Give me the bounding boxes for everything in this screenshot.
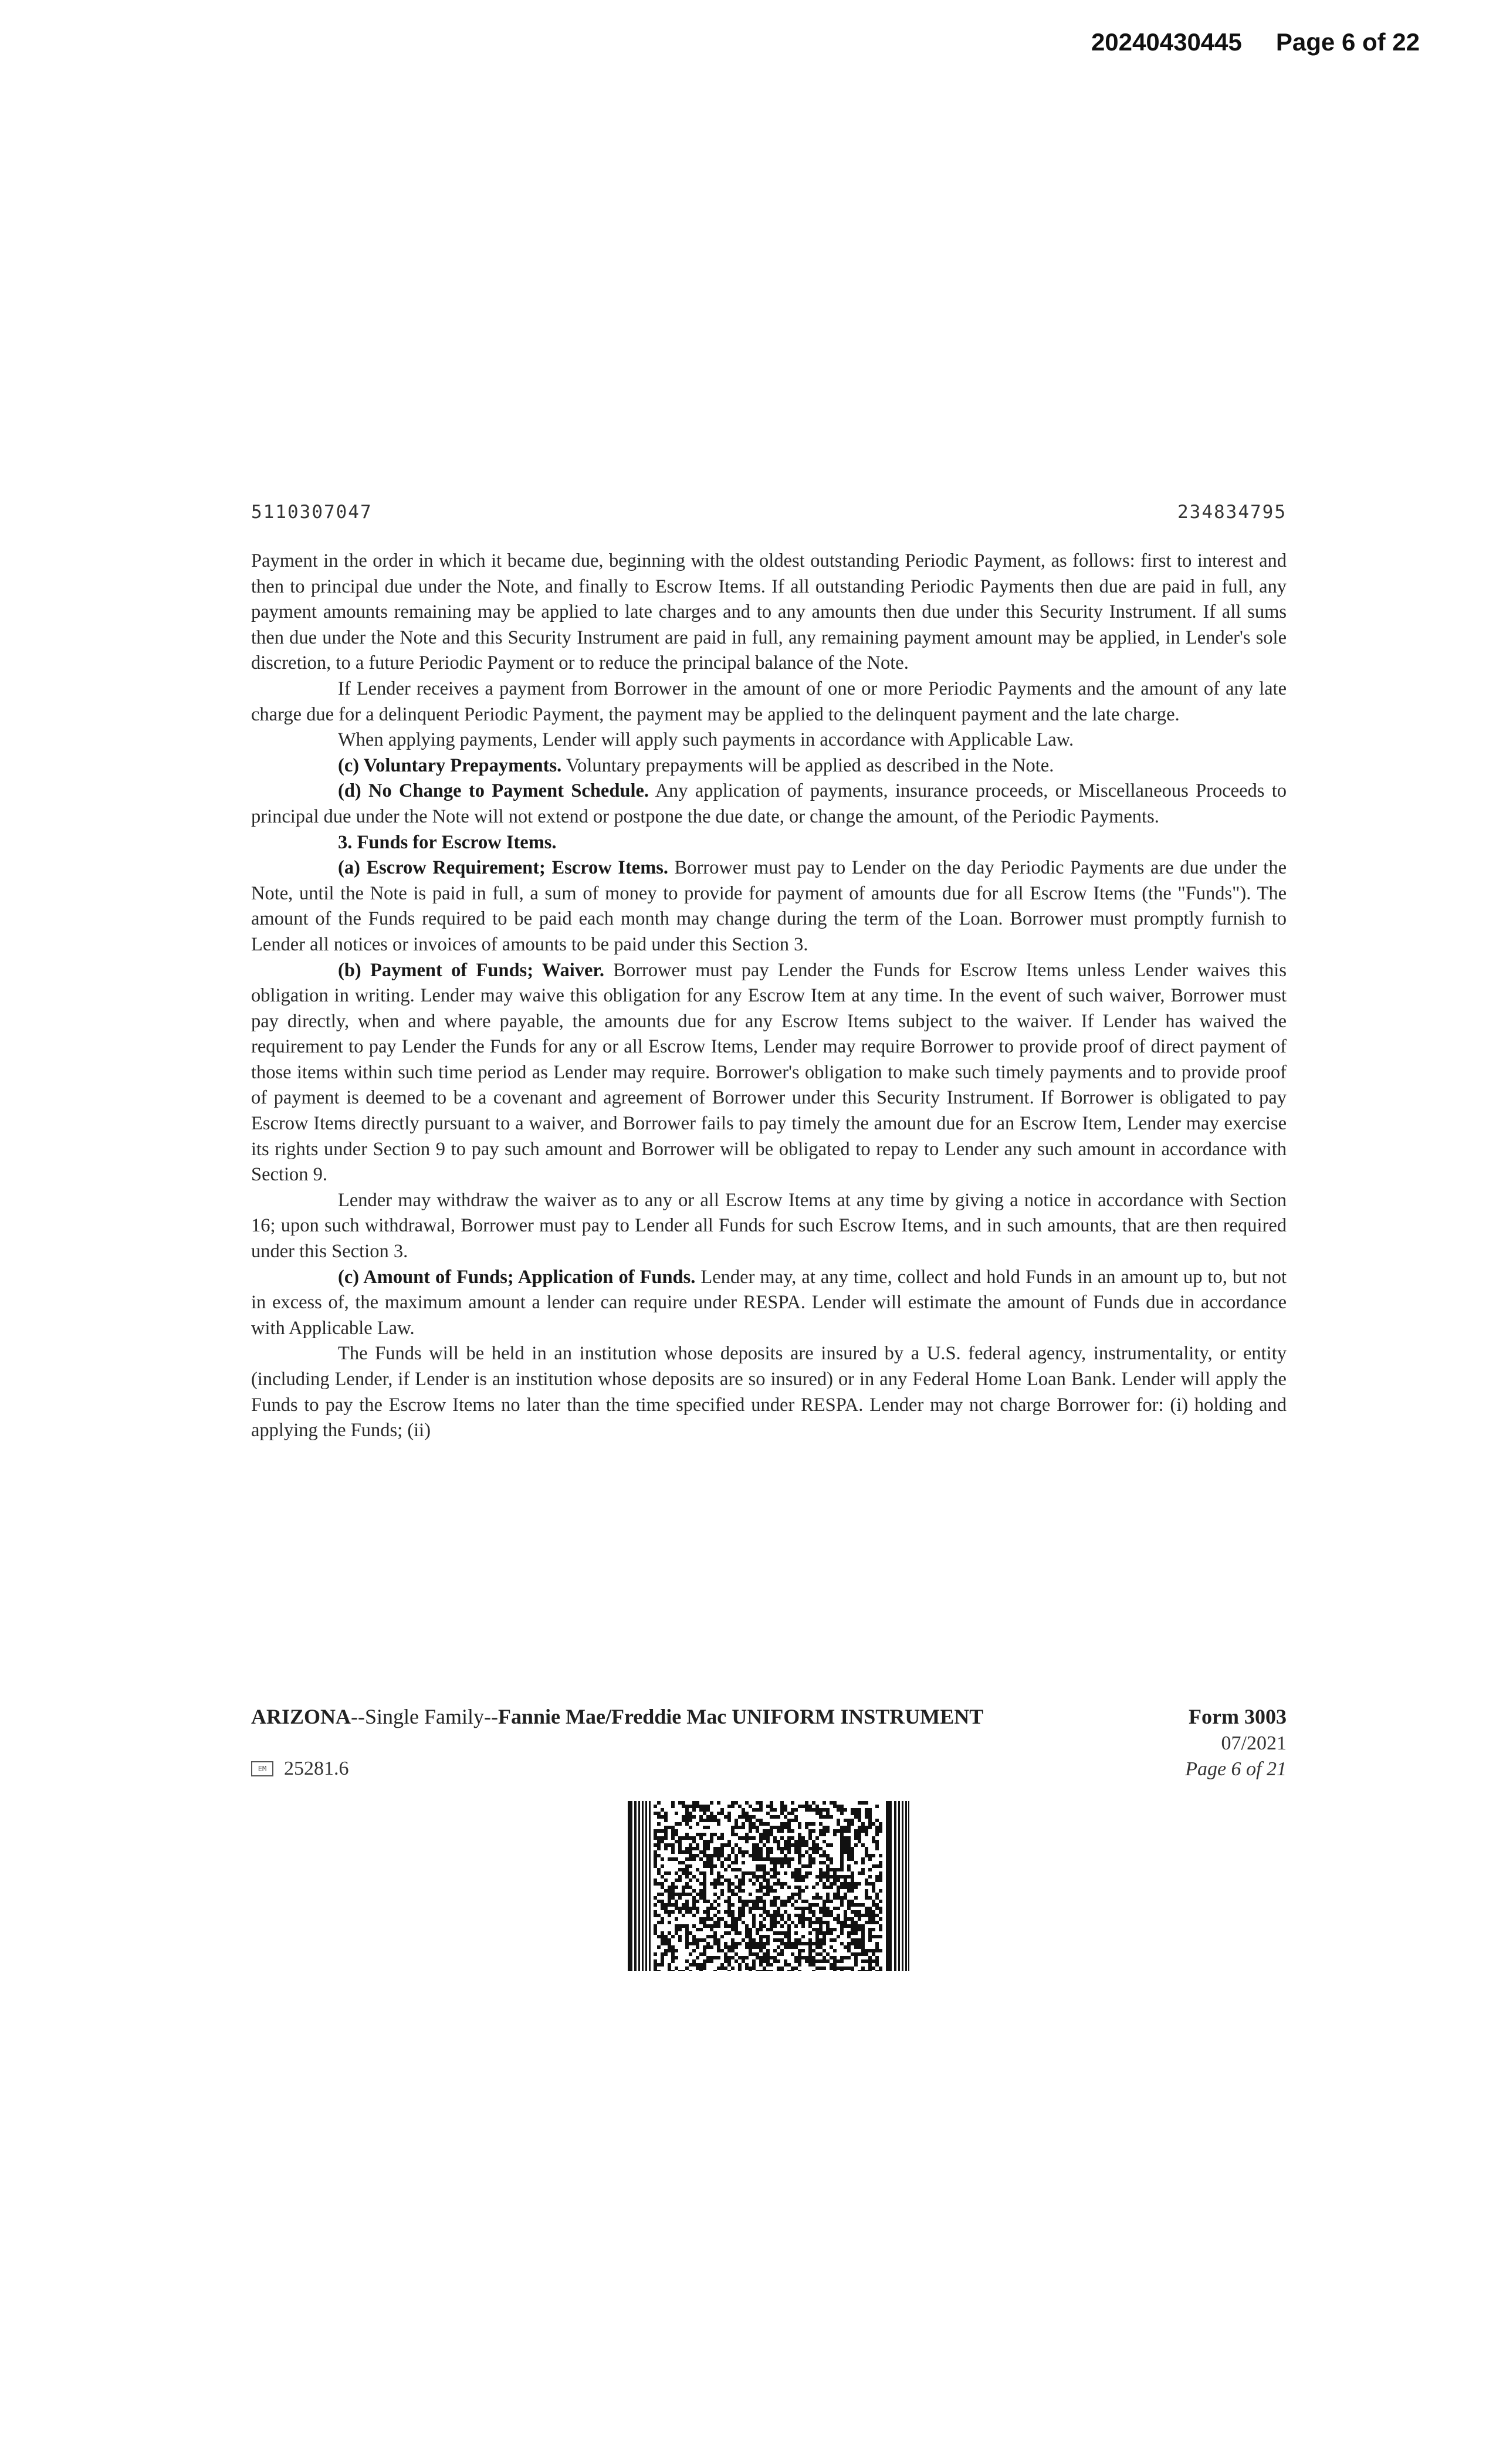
section-voluntary-prepayments [251,753,1287,779]
paragraph-late-charge: If Lender receives a payment from Borrower in the amount of one or more Periodic Payments and the amount of any late charge due for a delinquent Periodic Payment, the payment may be applied to the delinquent payment and the late charge. [251,678,1287,725]
section-3-heading-row [251,830,1287,856]
heading-voluntary-prepayments: (c) Voluntary Prepayments. [338,754,562,776]
instrument-title [251,1704,983,1729]
document-body [251,549,1287,1444]
heading-funds-escrow: 3. Funds for Escrow Items. [338,831,557,853]
text-escrow-requirement: Borrower must pay to Lender on the day Periodic Payments are due under the Note, until the Note is paid in full, a sum of money to provide for payment of amounts due for all Escrow Items (the "Funds"). The amount of the Funds required to be paid each month may change during the term of the Loan. Borrower must promptly furnish to Lender all notices or invoices of amounts to be paid under this Section 3. [251,857,1287,955]
heading-no-change-schedule: (d) No Change to Payment Schedule. [338,780,649,802]
page-counter: Page 6 of 22 [1275,28,1420,56]
heading-escrow-requirement: (a) Escrow Requirement; Escrow Items. [338,857,669,879]
paragraph-applicable-law: When applying payments, Lender will apply such payments in accordance with Applicable Law. [338,729,1074,751]
form-info [1185,1731,1287,1782]
footer-instrument-line [251,1704,1287,1729]
loan-id-left: 5110307047 [251,502,373,523]
form-page: Page 6 of 21 [1185,1758,1287,1780]
section-no-change-schedule [251,779,1287,830]
doc-code-row [251,1758,349,1780]
ellie-mae-logo-icon: EM [251,1761,273,1776]
section-payment-of-funds [251,958,1287,1188]
doc-code: 25281.6 [284,1758,349,1779]
state-name: ARIZONA [251,1705,351,1728]
text-amount-of-funds: Lender may, at any time, collect and hold Funds in an amount up to, but not in excess of, the maximum amount a lender can require under RESPA. Lender will estimate the amount of Funds due in accordance with Applicable Law. [251,1266,1287,1339]
text-payment-of-funds: Borrower must pay Lender the Funds for Escrow Items unless Lender waives this obligation in writing. Lender may waive this obligation for any Escrow Item at any time. In the event of such waiver, Borrower must pay directly, when and where payable, the amounts due for any Escrow Items subject to the waiver. If Lender has waived the requirement to pay Lender the Funds for any or all Escrow Items, Lender may require Borrower to provide proof of direct payment of those items within such time period as Lender may require. Borrower's obligation to make such timely payments and to provide proof of payment is deemed to be a covenant and agreement of Borrower under this Security Instrument. If Borrower is obligated to pay Escrow Items directly pursuant to a waiver, and Borrower fails to pay timely the amount due for an Escrow Item, Lender may exercise its rights under Section 9 to pay such amount and Borrower will be obligated to repay to Lender any such amount in accordance with Section 9. [251,959,1287,1186]
section-escrow-requirement [251,855,1287,957]
recording-number: 20240430445 [1091,28,1242,56]
heading-payment-of-funds: (b) Payment of Funds; Waiver. [338,959,604,981]
paragraph-withdraw-waiver: Lender may withdraw the waiver as to any or all Escrow Items at any time by giving a notice in accordance with Section 16; upon such withdrawal, Borrower must pay to Lender all Funds for such Escrow Items, and in such amounts, that are then required under this Section 3. [251,1189,1287,1263]
instrument-type: --Single Family-- [351,1705,498,1728]
paragraph-payment-order: Payment in the order in which it became due, beginning with the oldest outstanding Periodic Payment, as follows: first to interest and then to principal due under the Note, and finally to Escrow Items. If all outstanding Periodic Payments then due are paid in full, any payment amounts remaining may be applied to late charges and to any amounts then due under this Security Instrument. If all sums then due under the Note and this Security Instrument are paid in full, any remaining payment amount may be applied, in Lender's sole discretion, to a future Periodic Payment or to reduce the principal balance of the Note. [251,550,1287,674]
paragraph-funds-held: The Funds will be held in an institution whose deposits are insured by a U.S. federal agency, instrumentality, or entity (including Lender, if Lender is an institution whose deposits are so insured) or in any Federal Home Loan Bank. Lender will apply the Funds to pay the Escrow Items no later than the time specified under RESPA. Lender may not charge Borrower for: (i) holding and applying the Funds; (ii) [251,1343,1287,1441]
form-number: Form 3003 [1189,1705,1287,1728]
section-amount-of-funds [251,1265,1287,1342]
loan-id-right: 234834795 [1177,502,1287,523]
barcode-icon [628,1801,909,1971]
form-date: 07/2021 [1221,1732,1287,1754]
heading-amount-of-funds: (c) Amount of Funds; Application of Funds. [338,1266,696,1288]
recording-header [1091,28,1420,56]
text-voluntary-prepayments: Voluntary prepayments will be applied as described in the Note. [561,754,1054,776]
instrument-name: Fannie Mae/Freddie Mac UNIFORM INSTRUMENT [497,1705,984,1728]
text-no-change-schedule: Any application of payments, insurance proceeds, or Miscellaneous Proceeds to principal due under the Note will not extend or postpone the due date, or change the amount, of the Periodic Payments. [251,780,1287,827]
loan-id-row [251,502,1287,523]
